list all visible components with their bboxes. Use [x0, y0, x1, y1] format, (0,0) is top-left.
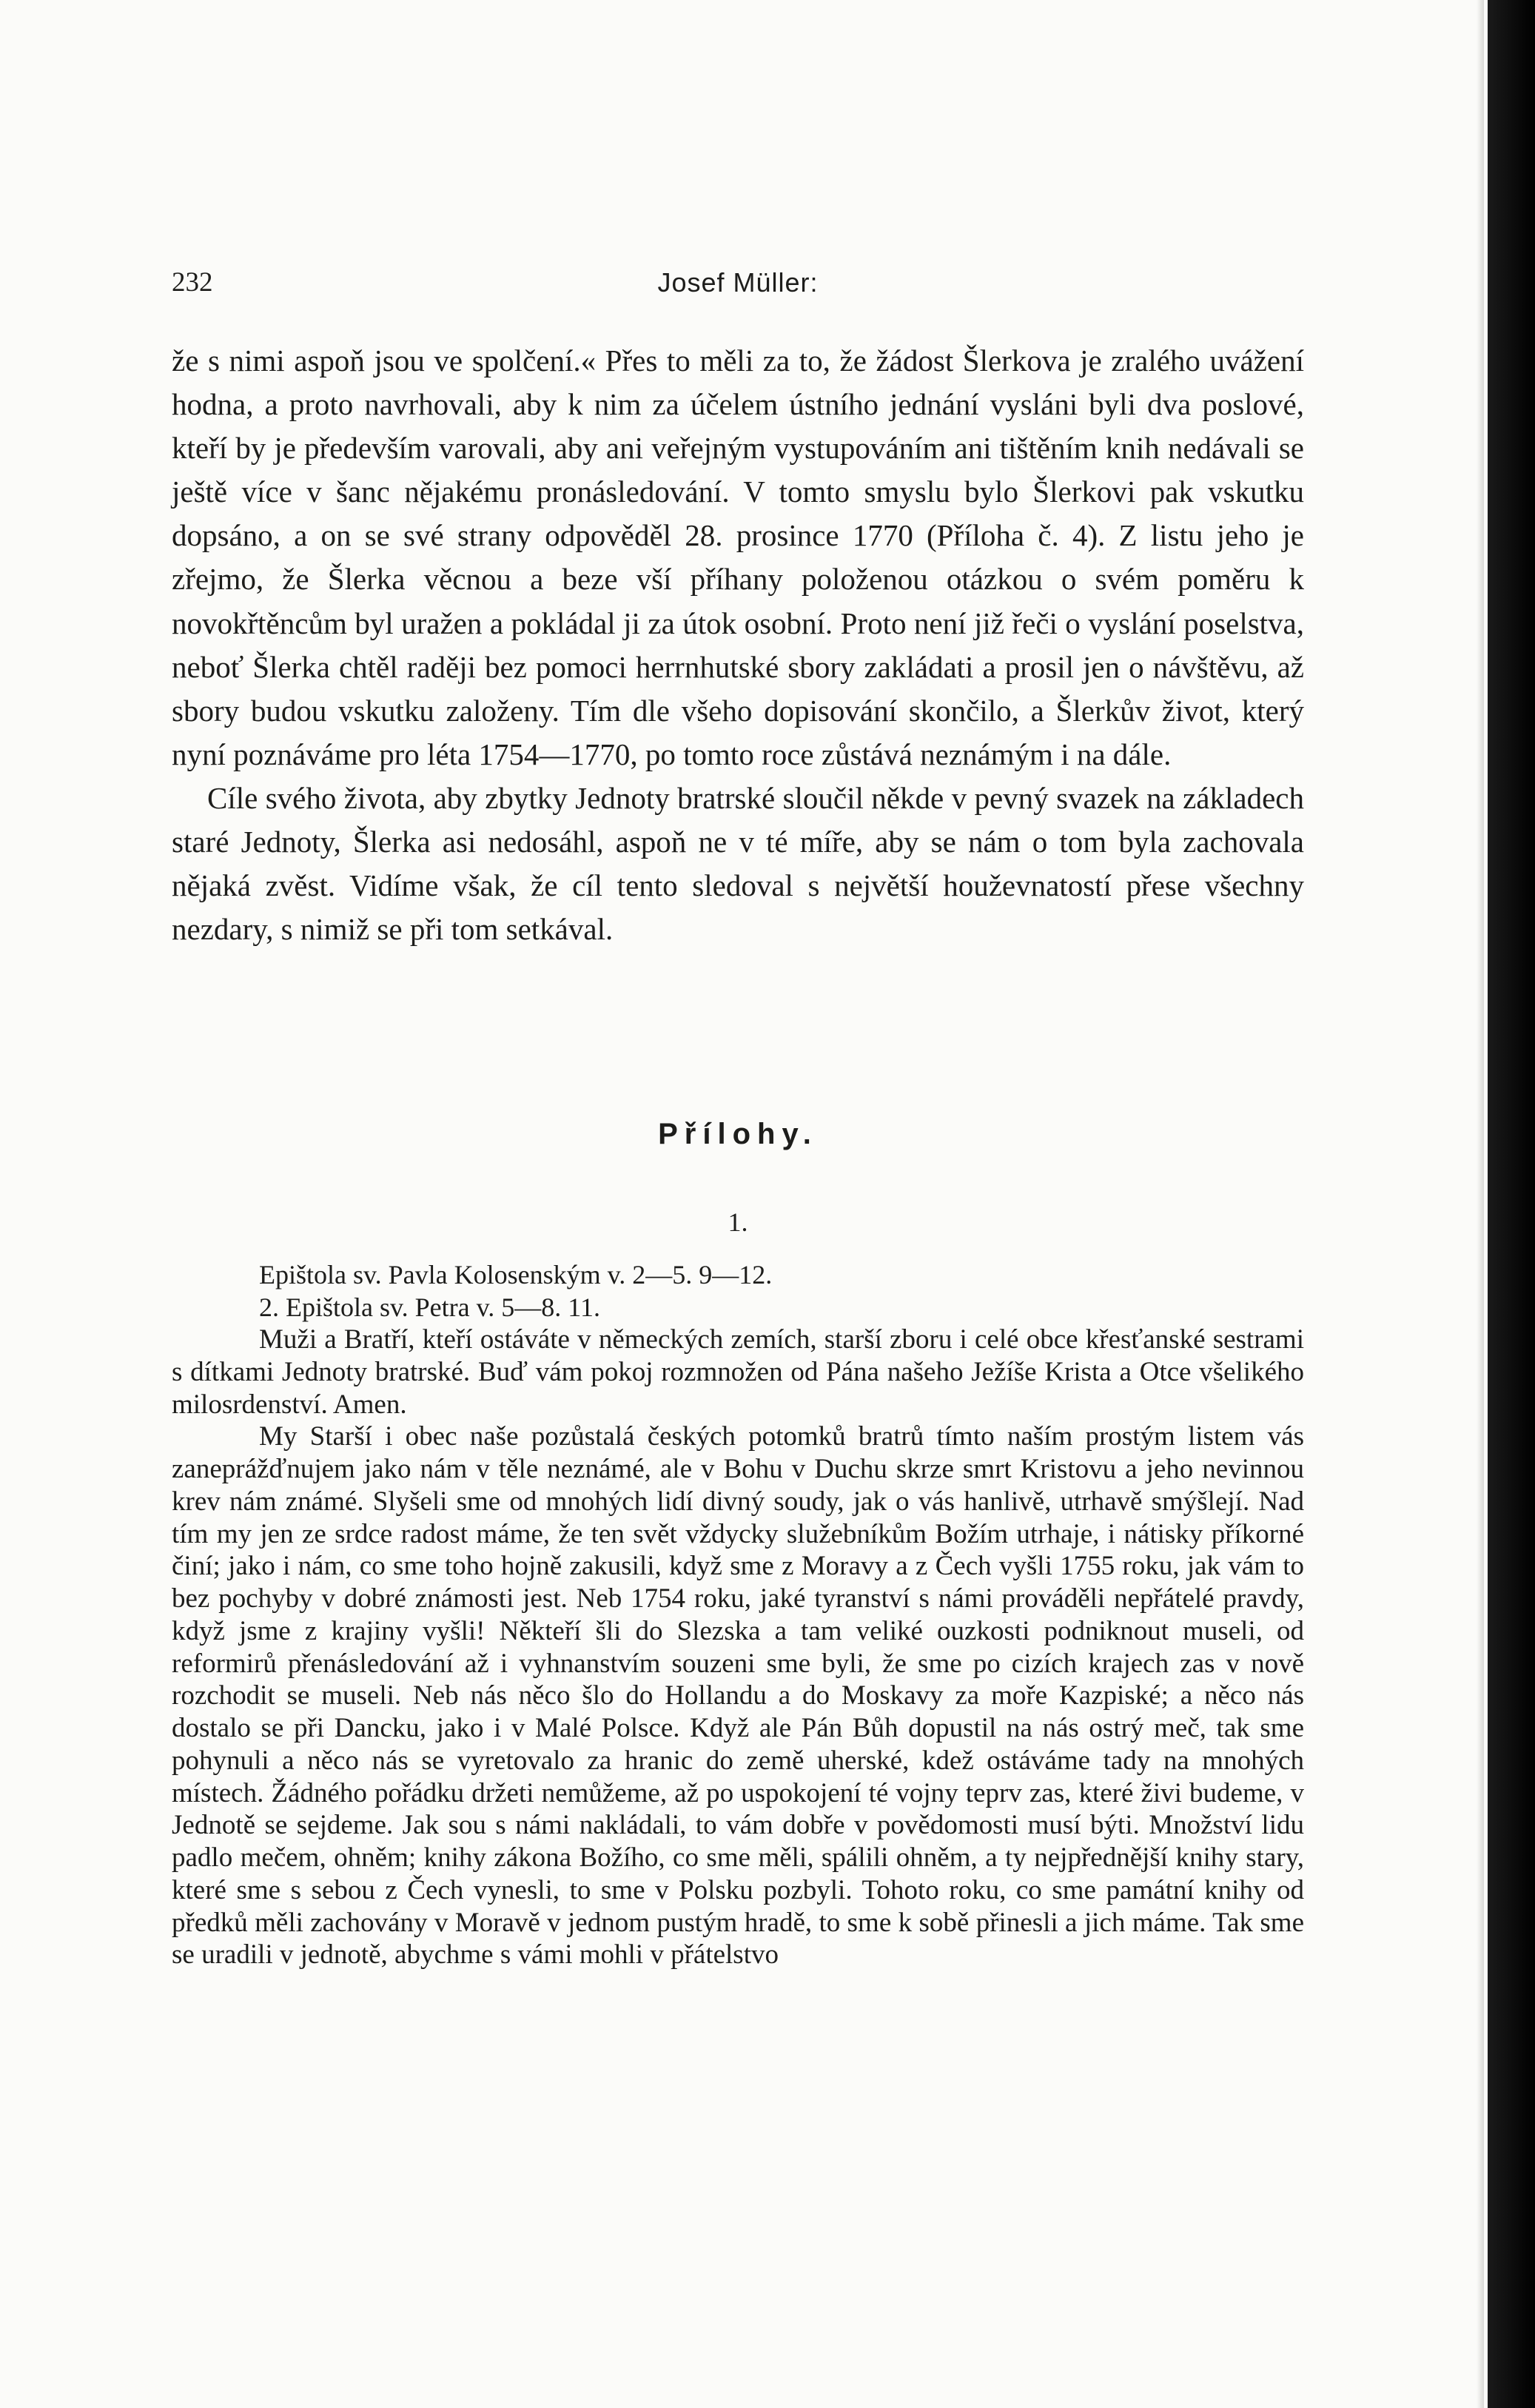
- appendix-letter: [172, 1324, 1304, 1971]
- scripture-reference-1: Epištola sv. Pavla Kolosenským v. 2—5. 9—12.: [259, 1260, 773, 1289]
- body-paragraph-2: Cíle svého života, aby zbytky Jednoty bratrské sloučil někde v pevný svazek na základech staré Jednoty, Šlerka asi nedosáhl, aspoň ne v té míře, aby se nám o tom byla zachovala nějaká zvěst. Vidíme však, že cíl tento sledoval s největší houževnatostí přese všechny nezdary, s nimiž se při tom setkával.: [172, 780, 1304, 947]
- page-spine-shade: [1477, 0, 1484, 2408]
- page-number: 232: [172, 267, 213, 298]
- letter-paragraph-2: My Starší i obec naše pozůstalá českých potomků bratrů tímto naším prostým listem vás zaneprážďnujem jako nám v těle neznámé, ale v Bohu v Duchu skrze smrt Kristovu a jeho nevinnou krev nám známé. Slyšeli sme od mnohých lidí divný soudy, jak o vás hanlivě, utrhavě smýšlejí. Nad tím my jen ze srdce radost máme, že ten svět vždycky služebníkům Božím utrhaje, i nátisky příkorné činí; jako i nám, co sme toho hojně zakusili, když sme z Moravy a z Čech vyšli 1755 roku, jak vám to bez pochyby v dobré známosti jest. Neb 1754 roku, jaké tyranství s námi prováděli nepřátelé pravdy, když jsme z krajiny vyšli! Někteří šli do Slezska a tam veliké ouzkosti podniknout museli, od reformirů přenásledování až i vyhnanstvím souzeni sme byli, že sme po cizích krajech zas v nově rozchodit se museli. Neb nás něco šlo do Hollandu a do Moskavy za moře Kazpiské; a něco nás dostalo se při Dancku, jako i v Malé Polsce. Když ale Pán Bůh dopustil na nás ostrý meč, tak sme pohynuli a něco nás se vyretovalo za hranic do země uherské, kdež ostáváme tady na mnohých místech. Žádného pořádku držeti nemůžeme, až po uspokojení té vojny teprv zas, které živi budeme, v Jednotě se sejdeme. Jak sou s námi nakládali, to vám dobře v povědomosti musí býti. Množství lidu padlo mečem, ohněm; knihy zákona Božího, co sme měli, spálili ohněm, a ty nejpřednější knihy stary, které sme s sebou z Čech vynesli, to sme v Polsku pozbyli. Tohoto roku, co sme památní knihy od předků měli zachovány v Moravě v jednom pustým hradě, to sme k sobě přinesli a jich máme. Tak sme se uradili v jednotě, abychme s vámi mohli v přátelstvo: [172, 1421, 1304, 1971]
- letter-paragraph-1: Muži a Bratří, kteří ostáváte v německých zemích, starší zboru i celé obce křesťanské sestrami s dítkami Jednoty bratrské. Buď vám pokoj rozmnožen od Pána našeho Ježíše Krista a Otce všelikého milosrdenství. Amen.: [172, 1324, 1304, 1420]
- main-body: [172, 339, 1304, 951]
- scripture-reference-2: 2. Epištola sv. Petra v. 5—8. 11.: [259, 1292, 600, 1322]
- appendix-number: 1.: [728, 1207, 748, 1237]
- scripture-references: [259, 1258, 1221, 1324]
- running-head: [172, 266, 1304, 299]
- appendix-title: Přílohy.: [658, 1118, 818, 1150]
- scan-border: [1488, 0, 1535, 2408]
- running-head-author: Josef Müller:: [657, 267, 819, 298]
- body-paragraph-1: že s nimi aspoň jsou ve spolčení.« Přes to měli za to, že žádost Šlerkova je zralého uvážení hodna, a proto navrhovali, aby k nim za účelem ústního jednání vysláni byli dva poslové, kteří by je především varovali, aby ani veřejným vystupováním ani tištěním knih nedávali se ještě více v šanc nějakému pronásledování. V tomto smyslu bylo Šlerkovi pak vskutku dopsáno, a on se své strany odpověděl 28. prosince 1770 (Příloha č. 4). Z listu jeho je zřejmo, že Šlerka věcnou a beze vší příhany položenou otázkou o svém poměru k novokřtěncům byl uražen a pokládal ji za útok osobní. Proto není již řeči o vyslání poselstva, neboť Šlerka chtěl raději bez pomoci herrnhutské sbory zakládati a prosil jen o návštěvu, až sbory budou vskutku založeny. Tím dle všeho dopisování skončilo, a Šlerkův život, který nyní poznáváme pro léta 1754—1770, po tomto roce zůstává neznámým i na dále.: [172, 343, 1304, 771]
